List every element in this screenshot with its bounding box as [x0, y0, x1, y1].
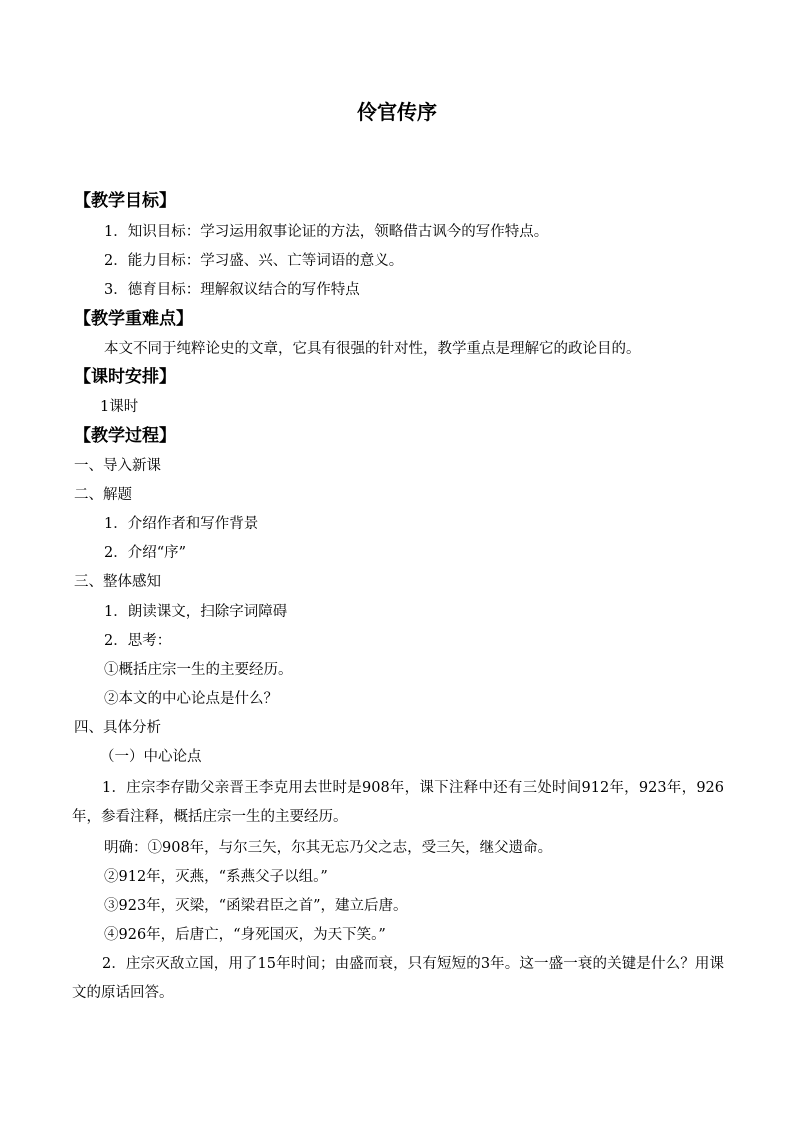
think-question-2: ②本文的中心论点是什么？	[104, 691, 278, 707]
goal-ability: 2．能力目标：学习盛、兴、亡等词语的意义。	[104, 253, 404, 269]
overall-item-think: 2．思考：	[104, 633, 172, 649]
heading-process: 【教学过程】	[74, 426, 176, 446]
analysis-central-thesis: （一）中心论点	[100, 749, 202, 765]
schedule-text: 1课时	[100, 399, 139, 415]
heading-teaching-goals: 【教学目标】	[74, 191, 176, 211]
section-overall: 三、整体感知	[74, 574, 161, 590]
explain-item-preface: 2．介绍“序”	[104, 545, 187, 561]
explain-item-author: 1．介绍作者和写作背景	[104, 516, 259, 532]
overall-item-read: 1．朗读课文，扫除字词障碍	[104, 604, 288, 620]
think-question-1: ①概括庄宗一生的主要经历。	[104, 662, 293, 678]
section-analysis: 四、具体分析	[74, 720, 161, 736]
section-intro: 一、导入新课	[74, 458, 161, 474]
goal-knowledge: 1．知识目标：学习运用叙事论证的方法，领略借古讽今的写作特点。	[104, 224, 549, 240]
answer-line-2: ②912年，灭燕，“系燕父子以组。”	[104, 869, 328, 885]
analysis-paragraph-2: 2．庄宗灭敌立国，用了15年时间；由盛而衰，只有短短的3年。这一盛一衰的关键是什么？用课文的原话回答。	[72, 956, 724, 1001]
heading-schedule: 【课时安排】	[74, 367, 176, 387]
answer-line-4: ④926年，后唐亡，“身死国灭，为天下笑。”	[104, 927, 386, 943]
key-point-text: 本文不同于纯粹论史的文章，它具有很强的针对性，教学重点是理解它的政论目的。	[104, 341, 641, 357]
goal-moral: 3．德育目标：理解叙议结合的写作特点	[104, 282, 360, 298]
heading-key-points: 【教学重难点】	[74, 309, 193, 329]
answer-line-1: 明确：①908年，与尔三矢，尔其无忘乃父之志，受三矢，继父遗命。	[104, 840, 553, 856]
answer-line-3: ③923年，灭梁，“函梁君臣之首”，建立后唐。	[104, 898, 408, 914]
section-explain-title: 二、解题	[74, 487, 132, 503]
document-title: 伶官传序	[357, 100, 437, 124]
analysis-paragraph-1: 1．庄宗李存勖父亲晋王李克用去世时是908年，课下注释中还有三处时间912年，923年，926年，参看注释，概括庄宗一生的主要经历。	[72, 780, 724, 825]
